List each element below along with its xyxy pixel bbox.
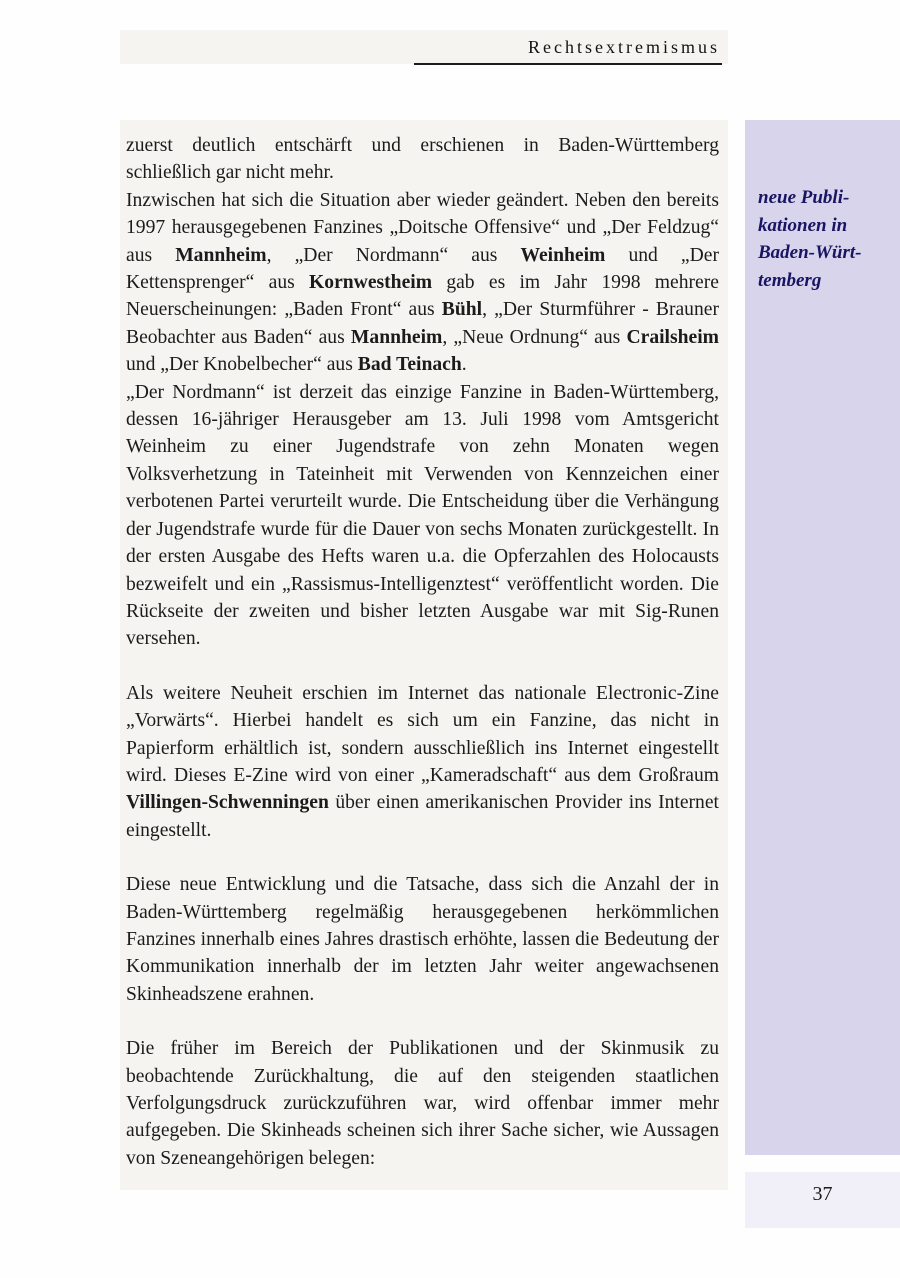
bold-text-segment: Mannheim — [350, 326, 443, 348]
text-segment: . — [461, 354, 467, 376]
margin-note-line: kationen in — [758, 214, 848, 236]
text-segment: Diese neue Entwicklung und die Tatsache, dass sich die Anzahl der in Baden-Württemberg regelmäßig herausgegebenen herkömmlichen Fanzines innerhalb eines Jahres drastisch erhöhte, lassen die Bedeutung der Kommunikation innerhalb der im letzten Jahr weiter angewachsenen Skinheadszene erahnen. — [126, 874, 719, 1005]
page-header — [120, 30, 728, 64]
margin-note-line: temberg — [758, 269, 822, 291]
bold-text-segment: Villingen-Schwenningen — [126, 792, 329, 814]
paragraph — [126, 132, 719, 187]
text-segment: Inzwischen hat sich die Situation aber wieder geändert. Neben den bereits 1997 herausgegebenen Fanzines „Doitsche Offensive“ und „Der Feldzug“ aus — [126, 189, 719, 266]
text-segment: gab es im Jahr 1998 mehrere Neuerscheinungen: „Baden Front“ aus — [126, 272, 719, 321]
bold-text-segment: Kornwestheim — [309, 272, 433, 294]
text-segment: und „Der Kettensprenger“ aus — [126, 244, 719, 294]
bold-text-segment: Crailsheim — [626, 326, 719, 348]
paragraph — [126, 871, 719, 1008]
text-segment: , „Der Nordmann“ aus — [266, 244, 521, 266]
page-number-block — [745, 1172, 900, 1228]
body-text — [120, 120, 728, 1190]
paragraph — [126, 680, 719, 844]
paragraph — [126, 187, 719, 379]
paragraph — [126, 1035, 719, 1172]
margin-note-line: neue Publi- — [758, 187, 850, 208]
header-rule — [414, 63, 722, 65]
text-segment: Die früher im Bereich der Publikationen und der Skinmusik zu beobachtende Zurückhaltung, die auf den steigenden staatlichen Verfolgungsdruck zurückzuführen war, wird offenbar immer mehr aufgegeben. Die Skinheads scheinen sich ihrer Sache sicher, wie Aussagen von Szeneangehörigen belegen: — [126, 1038, 719, 1169]
margin-note — [745, 120, 900, 1155]
text-segment: „Der Nordmann“ ist derzeit das einzige Fanzine in Baden-Württemberg, dessen 16-jähriger Herausgeber am 13. Juli 1998 vom Amtsgericht Weinheim zu einer Jugendstrafe von zehn Monaten wegen Volksverhetzung in Tateinheit mit Verwenden von Kennzeichen einer verbotenen Partei verurteilt wurde. Die Entscheidung über die Verhängung der Jugendstrafe wurde für die Dauer von sechs Monaten zurückgestellt. In der ersten Ausgabe des Hefts waren u.a. die Opferzahlen des Holocausts bezweifelt und ein „Rassismus-Intelligenztest“ veröffentlicht worden. Die Rückseite der zweiten und bisher letzten Ausgabe war mit Sig-Runen versehen. — [126, 381, 719, 650]
text-segment: über einen amerikanischen Provider ins Internet eingestellt. — [126, 792, 719, 841]
bold-text-segment: Mannheim — [175, 244, 267, 266]
header-title: Rechtsextremismus — [528, 36, 720, 57]
text-segment: und „Der Knobelbecher“ aus — [126, 354, 358, 376]
text-segment: , „Der Sturmführer - Brauner Beobachter aus Baden“ aus — [126, 299, 719, 348]
margin-note-line: Baden-Würt- — [758, 242, 862, 263]
paragraph — [126, 379, 719, 653]
bold-text-segment: Weinheim — [520, 244, 606, 266]
text-segment: , „Neue Ordnung“ aus — [442, 326, 627, 348]
page-number: 37 — [812, 1183, 833, 1205]
text-segment: zuerst deutlich entschärft und erschienen in Baden-Württemberg schließlich gar nicht mehr. — [126, 135, 719, 184]
bold-text-segment: Bühl — [441, 299, 483, 321]
text-segment: Als weitere Neuheit erschien im Internet das nationale Electronic-Zine „Vorwärts“. Hierbei handelt es sich um ein Fanzine, das nicht in Papierform erhältlich ist, sondern ausschließlich ins Internet eingestellt wird. Dieses E-Zine wird von einer „Kameradschaft“ aus dem Großraum — [126, 682, 719, 786]
bold-text-segment: Bad Teinach — [357, 354, 462, 376]
